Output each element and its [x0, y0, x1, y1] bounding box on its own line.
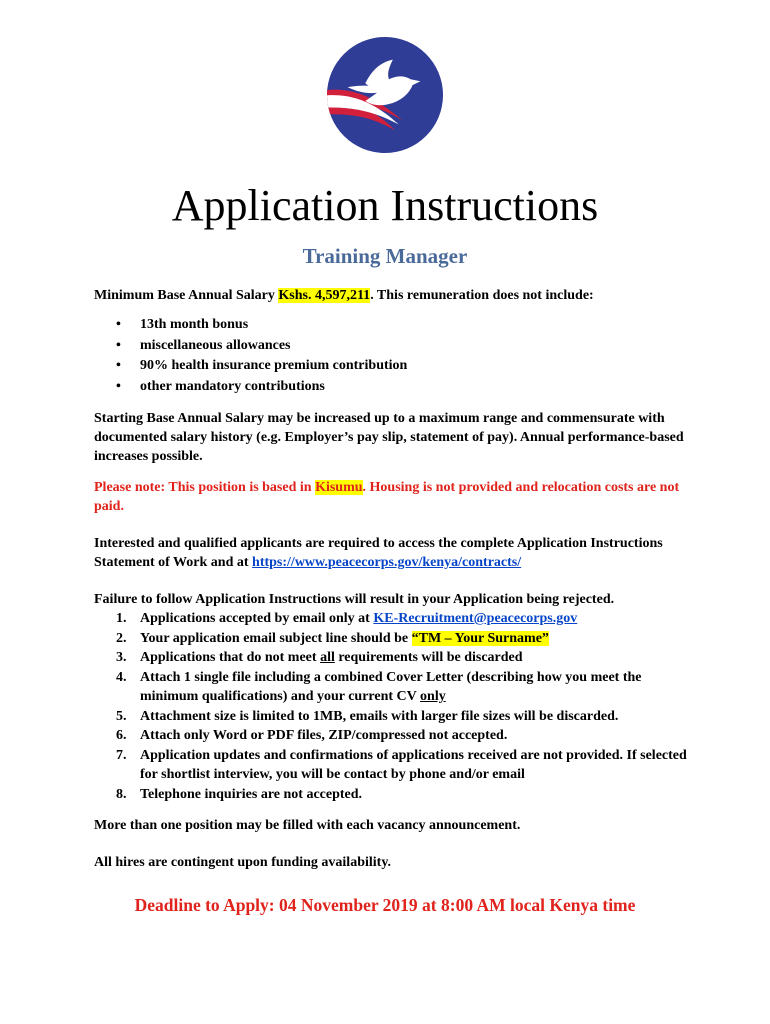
peace-corps-dove-logo-icon [326, 36, 444, 154]
list-item: • miscellaneous allowances [94, 336, 694, 357]
location-note: Please note: This position is based in Kisumu. Housing is not provided and relocation costs are not paid. [94, 480, 680, 514]
salary-paragraph [94, 286, 694, 305]
instruction-steps [94, 609, 694, 804]
subject-line-highlight: “TM – Your Surname” [411, 630, 549, 646]
list-item: 3. Applications that do not meet all requirements will be discarded [116, 650, 523, 665]
list-item: 4. Attach 1 single file including a combined Cover Letter (describing how you meet the minimum qualifications) and your current CV only [116, 669, 642, 704]
instructions-body [94, 286, 694, 872]
list-item: • 13th month bonus [94, 315, 694, 336]
list-item: 8. Telephone inquiries are not accepted. [116, 786, 363, 802]
exclusions-list [94, 315, 694, 397]
page-title: Application Instructions [171, 181, 599, 230]
bullet-icon: • [116, 317, 121, 332]
list-item: 6. Attach only Word or PDF files, ZIP/compressed not accepted. [116, 728, 508, 743]
salary-amount: Kshs. 4,597,211 [278, 288, 371, 303]
salary-suffix: . This remuneration does not include: [370, 288, 594, 303]
funding-note: All hires are contingent upon funding availability. [94, 855, 392, 870]
multiple-positions-note: More than one position may be filled with each vacancy announcement. [94, 818, 521, 833]
application-deadline: Deadline to Apply: 04 November 2019 at 8:00 AM local Kenya time [134, 895, 636, 915]
position-title: Training Manager [302, 244, 468, 268]
list-item: • 90% health insurance premium contribution [94, 356, 694, 377]
bullet-icon: • [116, 358, 121, 373]
list-item: • other mandatory contributions [94, 377, 694, 398]
bullet-icon: • [116, 337, 121, 353]
list-item: 1. Applications accepted by email only at KE-Recruitment@peacecorps.gov [116, 611, 578, 626]
access-note: Interested and qualified applicants are required to access the complete Application Instructions Statement of Work and at https://www.peacecorps.gov/kenya/contracts/ [94, 536, 663, 570]
location-highlight: Kisumu [315, 480, 363, 495]
list-item: 5. Attachment size is limited to 1MB, emails with larger file sizes will be discarded. [116, 708, 619, 724]
contracts-link[interactable]: https://www.peacecorps.gov/kenya/contracts/ [252, 555, 522, 570]
list-item: 2. Your application email subject line should be “TM – Your Surname” [116, 630, 549, 646]
salary-prefix: Minimum Base Annual Salary [94, 288, 279, 303]
failure-warning: Failure to follow Application Instructions will result in your Application being rejected. [94, 592, 615, 607]
list-item: 7. Application updates and confirmations of applications received are not provided. If selected for shortlist interview, you will be contact by phone and/or email [116, 747, 687, 782]
starting-salary-paragraph: Starting Base Annual Salary may be increased up to a maximum range and commensurate with documented salary history (e.g. Employer’s pay slip, statement of pay). Annual performance-based increases possible. [94, 411, 684, 464]
recruitment-email-link[interactable]: KE-Recruitment@peacecorps.gov [373, 611, 578, 626]
bullet-icon: • [116, 378, 121, 394]
